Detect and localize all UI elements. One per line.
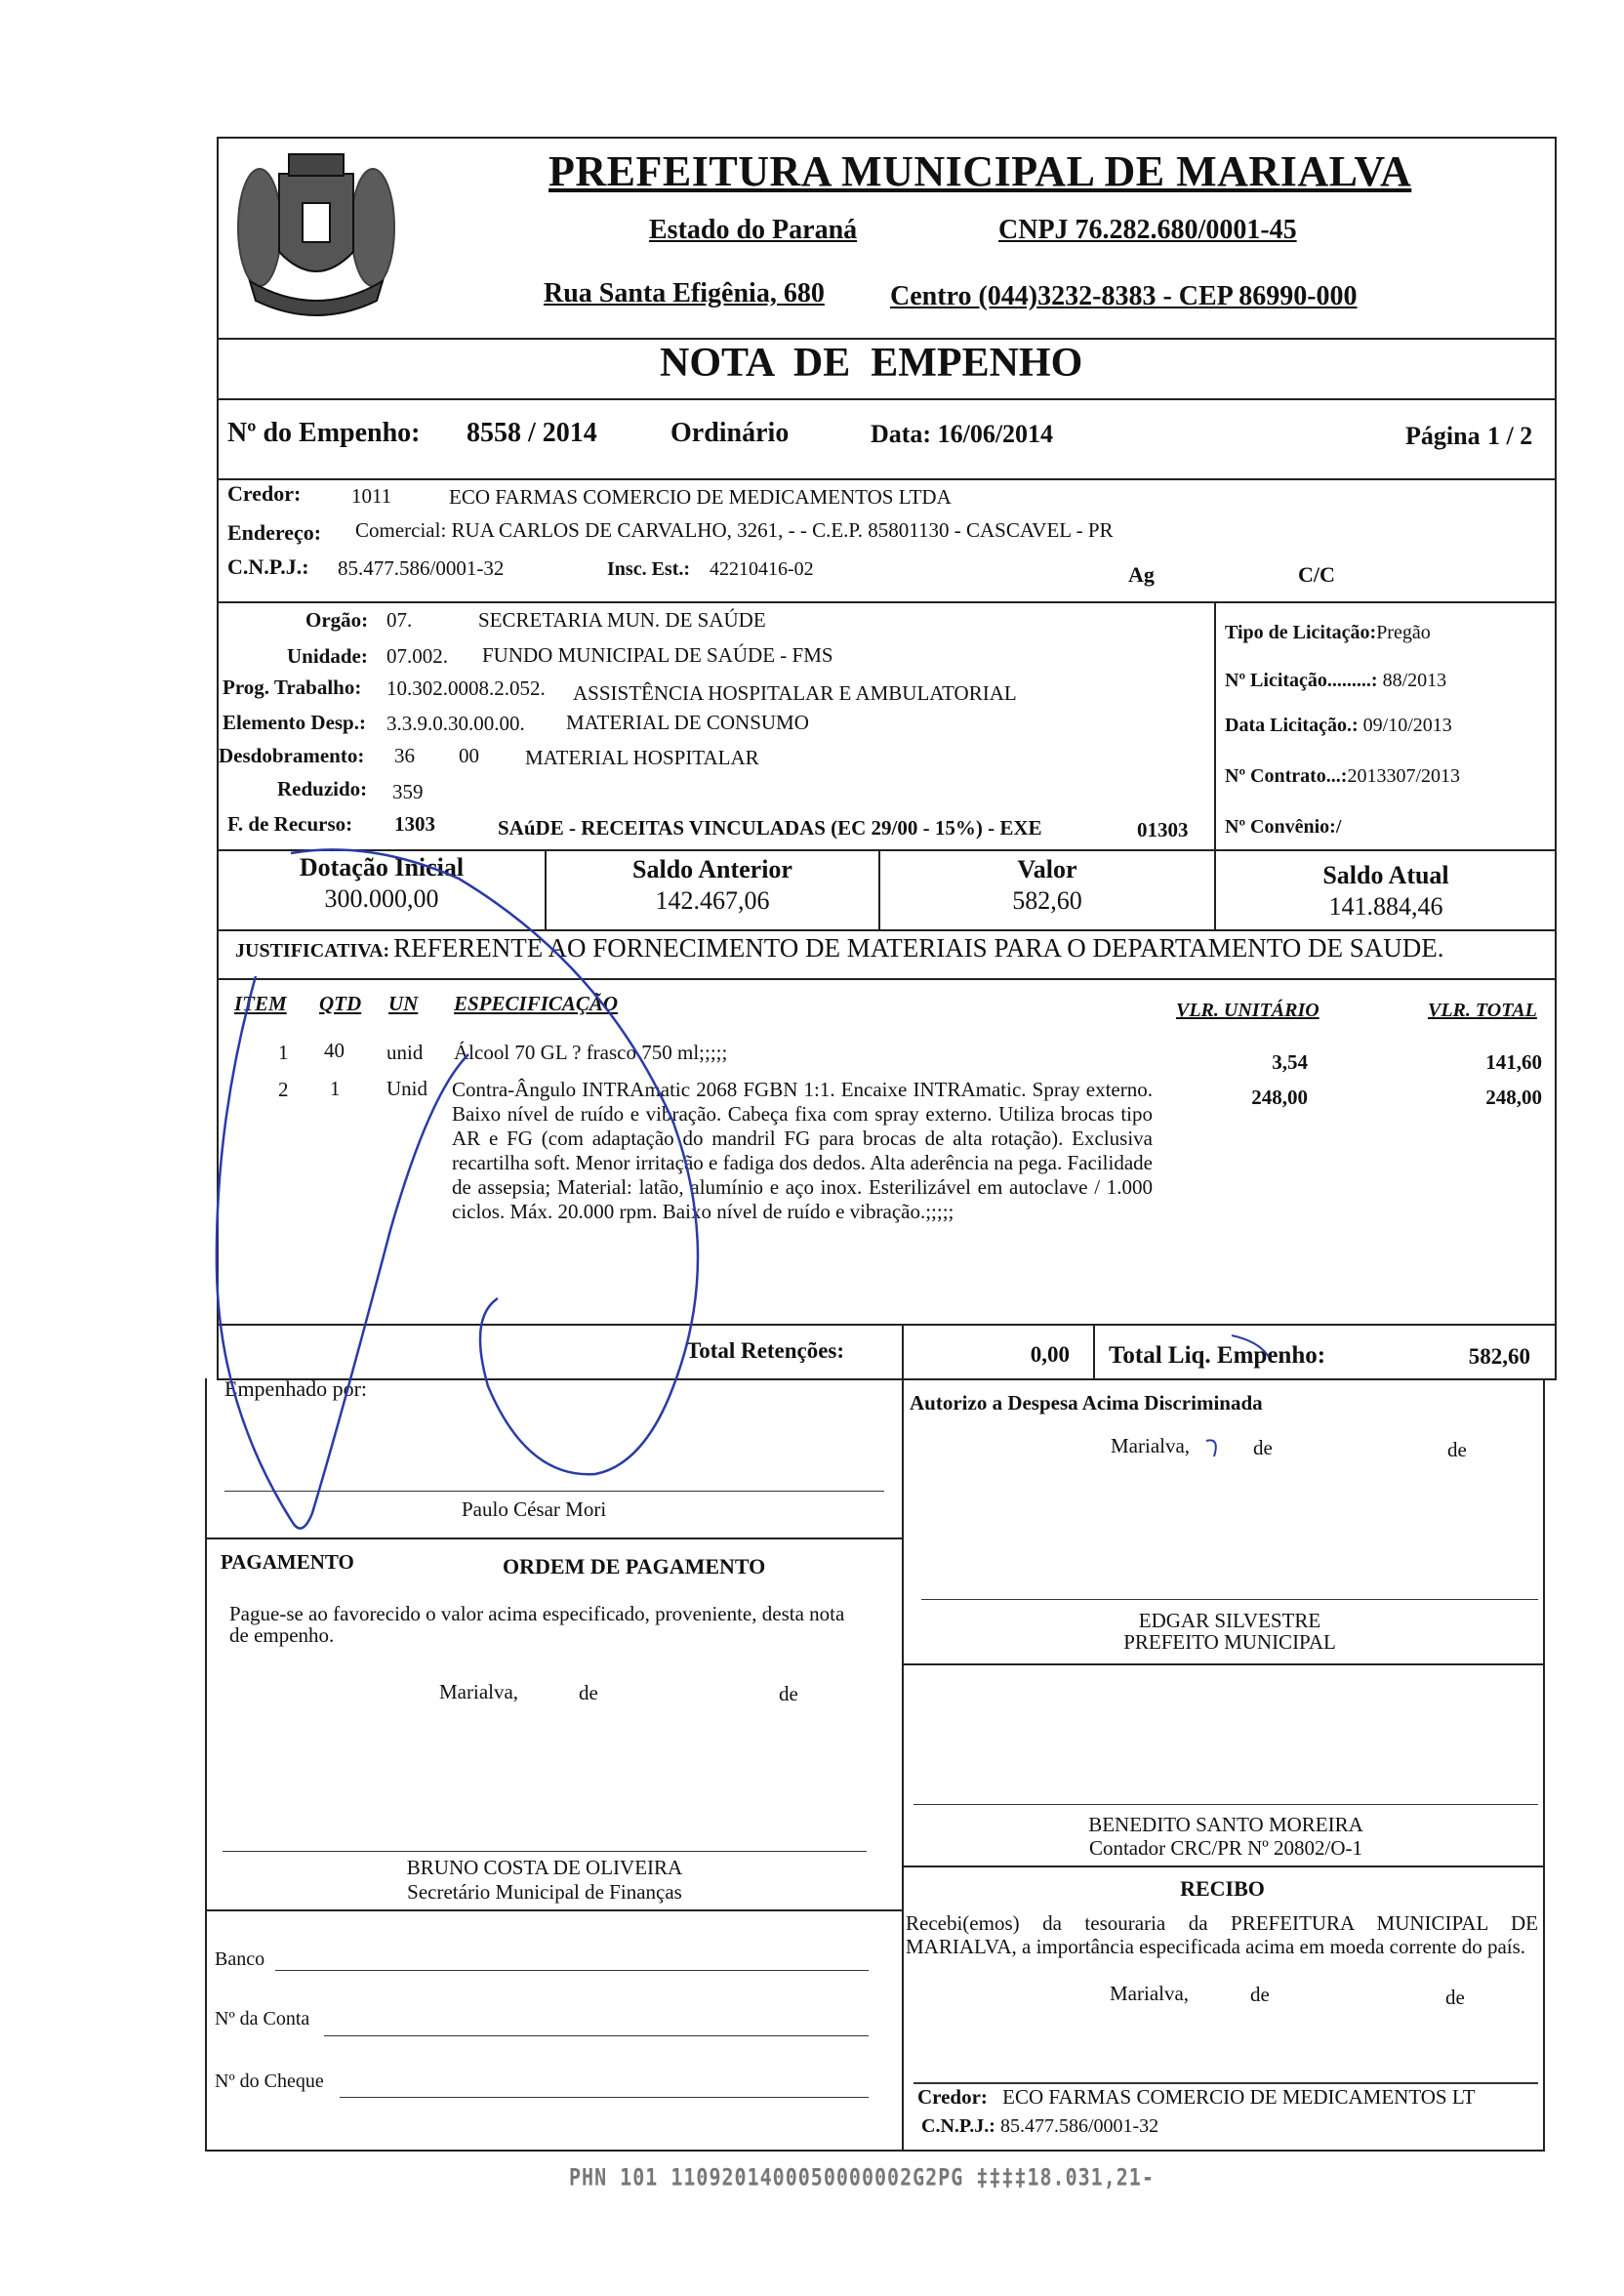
dotacao-value: 300.000,00 <box>324 884 439 913</box>
pagamento-de-1: de <box>579 1681 598 1704</box>
retencoes-value: 0,00 <box>1030 1342 1070 1367</box>
header-address: Rua Santa Efigênia, 680 <box>544 278 825 308</box>
header-contact: Centro (044)3232-8383 - CEP 86990-000 <box>890 281 1358 311</box>
orgao-code: 07. <box>386 608 413 632</box>
insc-value: 42210416-02 <box>710 558 814 580</box>
empenhado-name: Paulo César Mori <box>462 1497 607 1521</box>
header-title: PREFEITURA MUNICIPAL DE MARIALVA <box>548 147 1412 195</box>
empenho-label: Nº do Empenho: <box>227 418 421 448</box>
recibo-credor-name: ECO FARMAS COMERCIO DE MEDICAMENTOS LT <box>1002 2085 1476 2109</box>
orgao-name: SECRETARIA MUN. DE SAÚDE <box>478 608 766 632</box>
unidade-code: 07.002. <box>386 644 448 668</box>
item-1-qtd: 40 <box>324 1039 345 1062</box>
orgao-label: Orgão: <box>305 608 369 632</box>
doc-title: NOTA DE EMPENHO <box>660 341 1083 386</box>
recibo-cnpj-label: C.N.P.J.: <box>921 2115 995 2137</box>
recibo-de-2: de <box>1445 1986 1465 2009</box>
item-1-num: 1 <box>278 1041 289 1064</box>
prefeito-name: EDGAR SILVESTRE <box>1138 1609 1321 1632</box>
autorizo-label: Autorizo a Despesa Acima Discriminada <box>910 1391 1263 1414</box>
saldo-anterior-label: Saldo Anterior <box>632 855 792 883</box>
item-1-spec: Álcool 70 GL ? frasco 750 ml;;;;; <box>454 1041 728 1064</box>
liq-value: 582,60 <box>1468 1344 1530 1369</box>
empenho-number: 8558 / 2014 <box>467 418 597 448</box>
pagamento-city: Marialva, <box>439 1680 519 1703</box>
contrato-label: Nº Contrato...: <box>1225 765 1348 787</box>
autorizo-city: Marialva, <box>1111 1434 1191 1457</box>
financas-role: Secretário Municipal de Finanças <box>407 1880 682 1904</box>
insc-label: Insc. Est.: <box>607 558 691 580</box>
item-2-spec: Contra-Ângulo INTRAmatic 2068 FGBN 1:1. Encaixe INTRAmatic. Spray externo. Baixo nível de ruído e vibração. Cabeça fixa com spray externo. Utiliza brocas tipo AR e FG (com adaptação do mandril FG para brocas de alta rotação). Exclusiva recartilha soft. Menor irritação e fadiga dos dedos. Alta aderência na pega. Facilidade de assepsia; Material: latão, alumínio e aço inox. Esterilizável em autoclave / 1.000 ciclos. Máx. 20.000 rpm. Baixo nível de ruído e vibração.;;;;; <box>452 1078 1153 1223</box>
unidade-label: Unidade: <box>287 644 368 668</box>
credor-name: ECO FARMAS COMERCIO DE MEDICAMENTOS LTDA <box>449 485 952 509</box>
recibo-city: Marialva, <box>1110 1982 1190 2005</box>
col-vlr-total: VLR. TOTAL <box>1428 1000 1537 1021</box>
empenho-type: Ordinário <box>670 418 790 448</box>
tipo-licitacao-label: Tipo de Licitação: <box>1225 622 1377 643</box>
col-spec: ESPECIFICAÇÃO <box>454 992 619 1015</box>
col-un: UN <box>388 992 419 1015</box>
elemento-code: 3.3.9.0.30.00.00. <box>386 712 525 735</box>
justificativa-label: JUSTIFICATIVA: <box>235 940 390 962</box>
item-2-total: 248,00 <box>1485 1086 1542 1109</box>
desdobramento-sub: 00 <box>459 744 479 767</box>
address-label: Endereço: <box>227 520 322 545</box>
footer-stamp: PHN 101 1109201400050000002G2PG ‡‡‡‡18.031,21- <box>569 2162 1155 2192</box>
item-2-un: Unid <box>386 1077 427 1100</box>
recibo-credor-label: Credor: <box>917 2085 988 2109</box>
financas-name: BRUNO COSTA DE OLIVEIRA <box>406 1856 683 1879</box>
page-label: Página <box>1405 422 1481 450</box>
item-1-un: unid <box>386 1041 424 1064</box>
item-2-unit: 248,00 <box>1251 1086 1308 1109</box>
elemento-label: Elemento Desp.: <box>223 711 366 734</box>
cc-label: C/C <box>1298 562 1335 587</box>
convenio-label: Nº Convênio:/ <box>1225 816 1342 838</box>
unidade-name: FUNDO MUNICIPAL DE SAÚDE - FMS <box>482 643 833 667</box>
credor-cnpj: 85.477.586/0001-32 <box>338 556 505 580</box>
credor-address: Comercial: RUA CARLOS DE CARVALHO, 3261, - - C.E.P. 85801130 - CASCAVEL - PR <box>355 518 1114 542</box>
item-2-num: 2 <box>278 1078 289 1101</box>
valor-label: Valor <box>1017 855 1077 883</box>
recibo-cnpj-value: 85.477.586/0001-32 <box>999 2115 1159 2137</box>
credor-label: Credor: <box>227 481 302 506</box>
pagamento-de-2: de <box>779 1682 798 1705</box>
recurso-name: SAúDE - RECEITAS VINCULADAS (EC 29/00 - 15%) - EXE <box>498 816 1042 840</box>
num-licitacao-value: 88/2013 <box>1382 670 1447 691</box>
contador-name: BENEDITO SANTO MOREIRA <box>1088 1813 1363 1836</box>
data-licitacao-value: 09/10/2013 <box>1362 715 1452 736</box>
prefeito-role: PREFEITO MUNICIPAL <box>1123 1630 1336 1654</box>
item-1-unit: 3,54 <box>1272 1050 1308 1074</box>
ordem-pagamento: ORDEM DE PAGAMENTO <box>503 1554 766 1578</box>
dotacao-label: Dotação Inicial <box>299 853 465 882</box>
cnpj-label: C.N.P.J.: <box>227 554 309 579</box>
recurso-number: 01303 <box>1137 818 1189 841</box>
pagamento-text: Pague-se ao favorecido o valor acima especificado, proveniente, desta nota de empenho. <box>229 1602 845 1647</box>
saldo-atual-label: Saldo Atual <box>1322 861 1449 889</box>
num-licitacao-label: Nº Licitação.........: <box>1225 670 1378 691</box>
empenhado-label: Empenhado por: <box>224 1376 368 1401</box>
elemento-name: MATERIAL DE CONSUMO <box>566 711 809 734</box>
cheque-label: Nº do Cheque <box>215 2070 324 2092</box>
contador-role: Contador CRC/PR Nº 20802/O-1 <box>1088 1836 1363 1860</box>
recibo-de-1: de <box>1250 1983 1270 2006</box>
prog-code: 10.302.0008.2.052. <box>386 676 546 700</box>
ag-label: Ag <box>1128 562 1155 587</box>
credor-code: 1011 <box>351 484 392 508</box>
desdobramento-name: MATERIAL HOSPITALAR <box>525 746 759 769</box>
recibo-title: RECIBO <box>1180 1876 1265 1901</box>
tipo-licitacao-value: Pregão <box>1376 622 1431 643</box>
recurso-code: 1303 <box>394 812 435 836</box>
desdobramento-code: 36 <box>394 744 415 767</box>
saldo-atual-value: 141.884,46 <box>1328 892 1443 921</box>
pagamento-label: PAGAMENTO <box>221 1550 354 1574</box>
header-state: Estado do Paraná <box>649 215 858 245</box>
reduzido-label: Reduzido: <box>277 777 368 800</box>
header-cnpj: CNPJ 76.282.680/0001-45 <box>998 215 1297 245</box>
prog-name: ASSISTÊNCIA HOSPITALAR E AMBULATORIAL <box>573 681 1017 705</box>
empenho-date: Data: 16/06/2014 <box>871 420 1054 448</box>
banco-label: Banco <box>215 1948 265 1970</box>
reduzido-value: 359 <box>392 780 424 803</box>
valor-value: 582,60 <box>1012 886 1082 915</box>
item-2-qtd: 1 <box>330 1077 341 1100</box>
autorizo-de-2: de <box>1447 1438 1467 1461</box>
justificativa-text: REFERENTE AO FORNECIMENTO DE MATERIAIS PARA O DEPARTAMENTO DE SAUDE. <box>393 933 1444 963</box>
saldo-anterior-value: 142.467,06 <box>655 886 770 915</box>
col-item: ITEM <box>234 992 287 1015</box>
data-licitacao-label: Data Licitação.: <box>1225 715 1359 736</box>
col-vlr-unit: VLR. UNITÁRIO <box>1176 1000 1320 1021</box>
page-number: 1 / 2 <box>1487 422 1533 450</box>
autorizo-de-1: de <box>1253 1436 1273 1459</box>
retencoes-label: Total Retenções: <box>686 1338 845 1363</box>
recibo-text: Recebi(emos) da tesouraria da PREFEITURA MUNICIPAL DE MARIALVA, a importância especificada acima em moeda corrente do país. <box>906 1911 1538 1958</box>
col-qtd: QTD <box>319 992 362 1015</box>
prog-label: Prog. Trabalho: <box>223 676 362 699</box>
desdobramento-label: Desdobramento: <box>219 744 365 767</box>
contrato-value: 2013307/2013 <box>1347 765 1461 787</box>
item-1-total: 141,60 <box>1485 1050 1542 1074</box>
conta-label: Nº da Conta <box>215 2008 310 2030</box>
recurso-label: F. de Recurso: <box>227 812 353 836</box>
liq-label: Total Liq. Empenho: <box>1109 1342 1326 1369</box>
